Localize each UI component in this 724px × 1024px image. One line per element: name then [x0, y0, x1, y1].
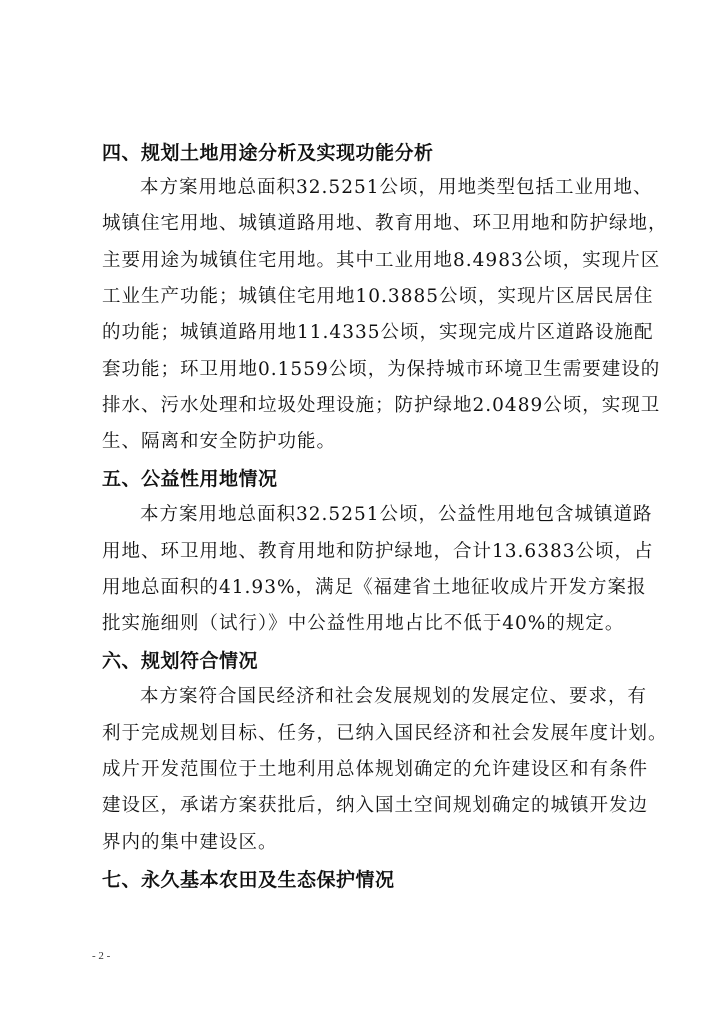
- paragraph-line: 排水、污水处理和垃圾处理设施；防护绿地2.0489公顷，实现卫: [102, 395, 661, 416]
- paragraph-line: 工业生产功能；城镇住宅用地10.3885公顷，实现片区居民居住: [102, 286, 654, 307]
- paragraph-line: 本方案用地总面积32.5251公顷，用地类型包括工业用地、: [140, 177, 653, 198]
- paragraph-line: 本方案符合国民经济和社会发展规划的发展定位、要求，有: [140, 686, 648, 707]
- section-heading-4: 四、规划土地用途分析及实现功能分析: [102, 142, 434, 164]
- paragraph-line: 界内的集中建设区。: [102, 832, 278, 853]
- paragraph-line: 套功能；环卫用地0.1559公顷，为保持城市环境卫生需要建设的: [102, 359, 661, 380]
- paragraph-line: 成片开发范围位于土地利用总体规划确定的允许建设区和有条件: [102, 759, 649, 780]
- section-heading-7: 七、永久基本农田及生态保护情况: [102, 869, 395, 891]
- paragraph-line: 本方案用地总面积32.5251公顷，公益性用地包含城镇道路: [140, 504, 653, 525]
- paragraph-line: 用地、环卫用地、教育用地和防护绿地，合计13.6383公顷，占: [102, 541, 654, 562]
- section-heading-5: 五、公益性用地情况: [102, 468, 278, 490]
- paragraph-line: 生、隔离和安全防护功能。: [102, 431, 337, 452]
- paragraph-line: 城镇住宅用地、城镇道路用地、教育用地、环卫用地和防护绿地，: [102, 213, 668, 234]
- paragraph-line: 的功能；城镇道路用地11.4335公顷，实现完成片区道路设施配: [102, 322, 654, 343]
- section-heading-6: 六、规划符合情况: [102, 650, 259, 672]
- paragraph-line: 用地总面积的41.93%，满足《福建省土地征收成片开发方案报: [102, 577, 647, 598]
- page-number: - 2 -: [92, 950, 111, 962]
- paragraph-line: 主要用途为城镇住宅用地。其中工业用地8.4983公顷，实现片区: [102, 250, 661, 271]
- paragraph-line: 利于完成规划目标、任务，已纳入国民经济和社会发展年度计划。: [102, 723, 668, 744]
- paragraph-line: 建设区，承诺方案获批后，纳入国土空间规划确定的城镇开发边: [102, 795, 649, 816]
- paragraph-line: 批实施细则（试行）》中公益性用地占比不低于40%的规定。: [102, 613, 625, 634]
